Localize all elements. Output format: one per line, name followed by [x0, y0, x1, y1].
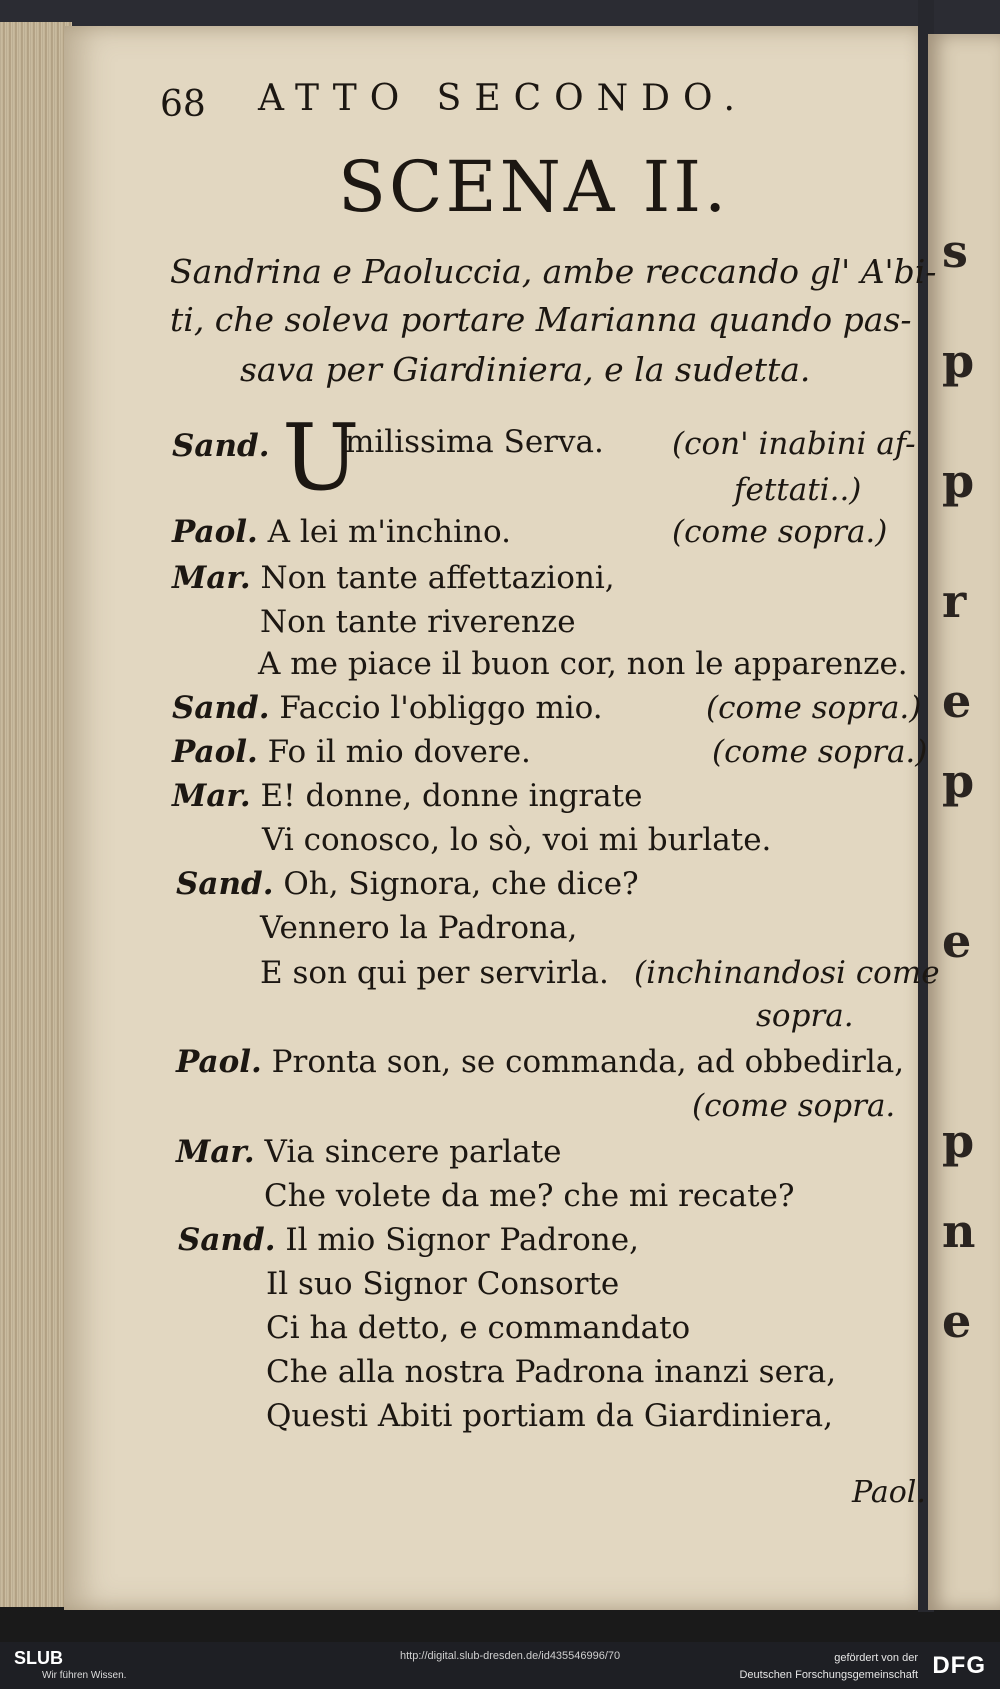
funding-note [739, 1650, 918, 1684]
dfg-logo[interactable]: DFG [932, 1652, 986, 1679]
dialogue-text: Il suo Signor Consorte [266, 1266, 620, 1302]
dialogue-text: Vi conosco, lo sò, voi mi burlate. [262, 822, 772, 858]
dialogue-text: Ci ha detto, e commandato [266, 1310, 691, 1346]
dialogue-text: Il mio Signor Padrone, [285, 1222, 639, 1258]
stage-direction: (come sopra.) [712, 734, 928, 770]
dialogue-text: Non tante affettazioni, [260, 560, 615, 596]
next-page-fragment: e [942, 674, 972, 728]
stage-direction: (inchinandosi come [634, 955, 940, 991]
dialogue-text: E! donne, donne ingrate [260, 778, 643, 814]
dialogue-text: Vennero la Padrona, [260, 910, 578, 946]
next-page-fragment: r [942, 574, 967, 628]
stage-direction: (come sopra. [692, 1088, 896, 1124]
stage-direction-line: sava per Giardiniera, e la sudetta. [240, 350, 811, 389]
funding-line-2: Deutschen Forschungsgemeinschaft [739, 1669, 918, 1681]
next-page-fragment: p [942, 334, 975, 388]
speaker: Paol. [172, 734, 258, 770]
slub-logo[interactable]: SLUB [14, 1648, 63, 1668]
next-page-fragment: n [942, 1204, 976, 1258]
stage-direction: (con' inabini af- [672, 426, 916, 462]
dialogue-line [176, 1134, 562, 1170]
dialogue-text: Pronta son, se commanda, ad obbedirla, [271, 1044, 905, 1080]
speaker: Mar. [176, 1134, 255, 1170]
dialogue-text: Questi Abiti portiam da Giardiniera, [266, 1398, 833, 1434]
next-page-fragment: p [942, 1114, 975, 1168]
dialogue-text: Oh, Signora, che dice? [283, 866, 639, 902]
dialogue-line [172, 778, 642, 814]
next-page-fragment: s [942, 224, 968, 278]
next-page-fragment: e [942, 914, 972, 968]
dialogue-line [172, 690, 603, 726]
speaker: Sand. [178, 1222, 276, 1258]
dialogue-line [172, 514, 511, 550]
dialogue-line [176, 1044, 904, 1080]
stage-direction: (come sopra.) [706, 690, 922, 726]
dialogue-line [172, 734, 531, 770]
speaker: Mar. [172, 778, 251, 814]
next-page-fragment: e [942, 1294, 972, 1348]
speaker: Sand. [172, 428, 270, 464]
dialogue-line [176, 866, 639, 902]
next-page-edge [928, 34, 1000, 1610]
speaker: Sand. [176, 866, 274, 902]
stage-direction-line: ti, che soleva portare Marianna quando pas- [170, 300, 912, 339]
document-url[interactable]: http://digital.slub-dresden.de/id435546996/70 [400, 1650, 621, 1662]
next-page-fragment: p [942, 454, 975, 508]
footer-bar [0, 1642, 1000, 1689]
stage-direction: fettati..) [734, 472, 862, 508]
dialogue-text: Faccio l'obliggo mio. [279, 690, 603, 726]
running-head: ATTO SECONDO. [258, 78, 748, 119]
dialogue-text: milissima Serva. [345, 424, 604, 460]
scene-title: SCENA II. [338, 146, 730, 228]
page-number: 68 [160, 84, 206, 125]
speaker: Sand. [172, 690, 270, 726]
dialogue-text: Che alla nostra Padrona inanzi sera, [266, 1354, 837, 1390]
speaker: Mar. [172, 560, 251, 596]
next-page-fragment: p [942, 754, 975, 808]
dialogue-text: A me piace il buon cor, non le apparenze. [258, 646, 908, 682]
stage-direction: (come sopra.) [672, 514, 888, 550]
stage-direction: sopra. [756, 998, 854, 1034]
dialogue-text: E son qui per servirla. [260, 955, 609, 991]
dialogue-line [172, 560, 615, 596]
dialogue-text: Che volete da me? che mi recate? [264, 1178, 795, 1214]
speaker: Paol. [176, 1044, 262, 1080]
speaker: Paol. [172, 514, 258, 550]
dialogue-text: Non tante riverenze [260, 604, 576, 640]
funding-line-1: gefördert von der [834, 1652, 918, 1664]
drop-cap: U [282, 404, 360, 511]
dialogue-text: A lei m'inchino. [267, 514, 511, 550]
catchword: Paol. [852, 1475, 926, 1510]
dialogue-text: Via sincere parlate [264, 1134, 562, 1170]
stage-direction-line: Sandrina e Paoluccia, ambe reccando gl' A'bi- [170, 252, 937, 291]
dialogue-text: Fo il mio dovere. [267, 734, 531, 770]
dialogue-line [178, 1222, 639, 1258]
book-page-edges [0, 22, 72, 1607]
slub-tagline: Wir führen Wissen. [42, 1670, 127, 1681]
dialogue-line [172, 428, 269, 464]
